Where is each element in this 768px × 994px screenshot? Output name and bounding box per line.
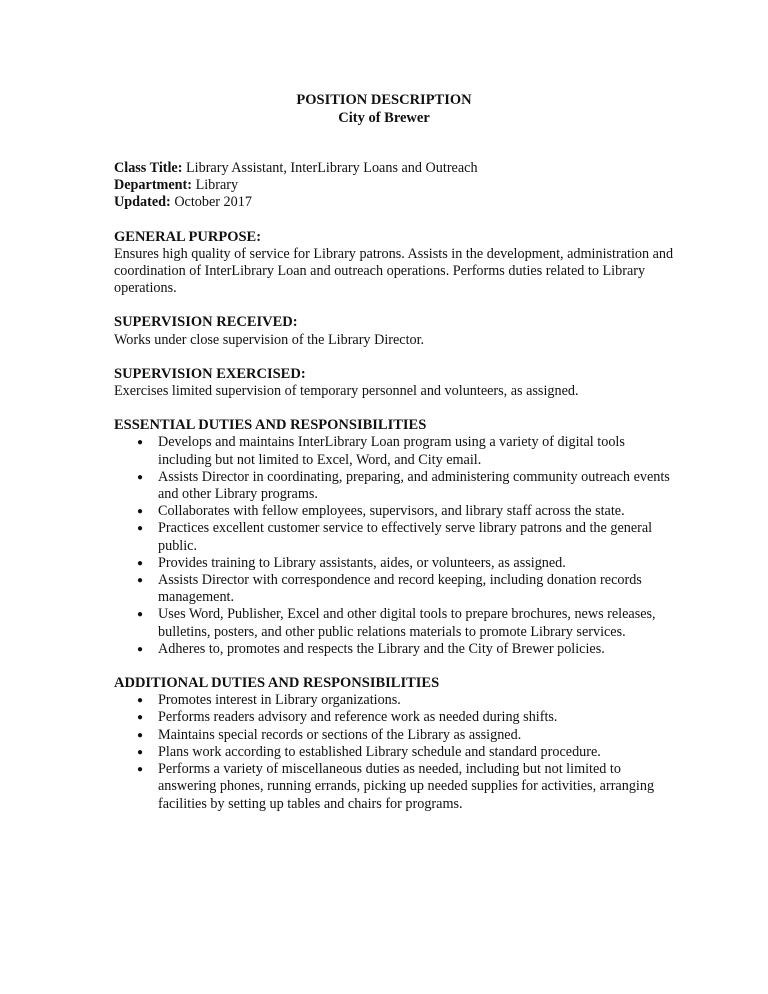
updated-label: Updated: [114, 194, 171, 211]
list-item [137, 434, 674, 468]
additional-duties-section [114, 675, 674, 813]
list-item [137, 468, 674, 503]
list-item-text: Develops and maintains InterLibrary Loan program using a variety of digital tools including but not limited to Excel, Word, and City email. [158, 434, 625, 468]
class-title-value: Library Assistant, InterLibrary Loans and Outreach [182, 160, 478, 176]
document-header [0, 91, 768, 127]
department-value: Library [192, 177, 239, 194]
list-item-text: Performs a variety of miscellaneous duties as needed, including but not limited to answering phones, running errands, picking up needed supplies for activities, arranging facilities by setting up tables and chairs for programs. [158, 761, 655, 812]
general-purpose-section [114, 229, 674, 298]
list-item-text: Assists Director with correspondence and record keeping, including donation records management. [158, 572, 642, 606]
list-item-text: Uses Word, Publisher, Excel and other digital tools to prepare brochures, news releases, bulletins, posters, and other public relations materials to promote Library services. [158, 606, 656, 640]
additional-duties-list [114, 692, 674, 812]
essential-duties-section [114, 417, 674, 658]
list-item [137, 726, 674, 744]
bullet-icon: ● [137, 643, 144, 655]
list-item [137, 743, 674, 761]
list-item [137, 520, 674, 554]
bullet-icon: ● [137, 729, 144, 741]
additional-duties-title: ADDITIONAL DUTIES AND RESPONSIBILITIES [114, 675, 440, 692]
document-body [114, 160, 674, 813]
bullet-icon: ● [137, 437, 144, 449]
general-purpose-title: GENERAL PURPOSE: [114, 228, 262, 245]
bullet-icon: ● [137, 471, 144, 483]
list-item-text: Performs readers advisory and reference work as needed during shifts. [158, 709, 558, 726]
updated-line [114, 194, 674, 211]
list-item [137, 572, 674, 606]
meta-block [114, 160, 674, 212]
class-title-line [114, 160, 674, 177]
bullet-icon: ● [137, 695, 144, 707]
bullet-icon: ● [137, 746, 144, 758]
document-subtitle: City of Brewer [338, 110, 430, 126]
bullet-icon: ● [137, 523, 144, 535]
list-item-text: Adheres to, promotes and respects the Library and the City of Brewer policies. [158, 640, 605, 657]
supervision-received-section [114, 314, 674, 348]
list-item-text: Practices excellent customer service to effectively serve library patrons and the general public. [158, 520, 653, 554]
bullet-icon: ● [137, 712, 144, 724]
bullet-icon: ● [137, 764, 144, 776]
supervision-exercised-section [114, 366, 674, 400]
bullet-icon: ● [137, 609, 144, 621]
list-item-text: Collaborates with fellow employees, supervisors, and library staff across the state. [158, 503, 625, 520]
list-item [137, 640, 674, 658]
supervision-exercised-title: SUPERVISION EXERCISED: [114, 365, 306, 382]
bullet-icon: ● [137, 506, 144, 518]
bullet-icon: ● [137, 575, 144, 587]
list-item-text: Promotes interest in Library organizations. [158, 692, 401, 709]
list-item [137, 606, 674, 640]
list-item [137, 503, 674, 520]
document-title: POSITION DESCRIPTION [296, 92, 472, 108]
supervision-received-title: SUPERVISION RECEIVED: [114, 314, 298, 331]
list-item-text: Plans work according to established Library schedule and standard procedure. [158, 743, 601, 760]
updated-value: October 2017 [170, 194, 252, 211]
list-item-text: Maintains special records or sections of the Library as assigned. [158, 726, 522, 743]
list-item-text: Assists Director in coordinating, preparing, and administering community outreach events and other Library programs. [158, 468, 670, 503]
department-label: Department: [114, 177, 193, 194]
department-line [114, 177, 674, 194]
supervision-exercised-text: Exercises limited supervision of temporary personnel and volunteers, as assigned. [114, 383, 579, 400]
supervision-received-text: Works under close supervision of the Library Director. [114, 331, 425, 348]
list-item [137, 709, 674, 726]
list-item [137, 554, 674, 572]
list-item [137, 692, 674, 709]
list-item [137, 761, 674, 813]
general-purpose-text: Ensures high quality of service for Library patrons. Assists in the development, administration and coordination of InterLibrary Loan and outreach operations. Performs duties related to Library operations. [114, 245, 674, 297]
essential-duties-list [114, 434, 674, 658]
bullet-icon: ● [137, 557, 144, 569]
essential-duties-title: ESSENTIAL DUTIES AND RESPONSIBILITIES [114, 417, 427, 434]
list-item-text: Provides training to Library assistants, aides, or volunteers, as assigned. [158, 554, 566, 571]
class-title-label: Class Title: [114, 160, 183, 176]
